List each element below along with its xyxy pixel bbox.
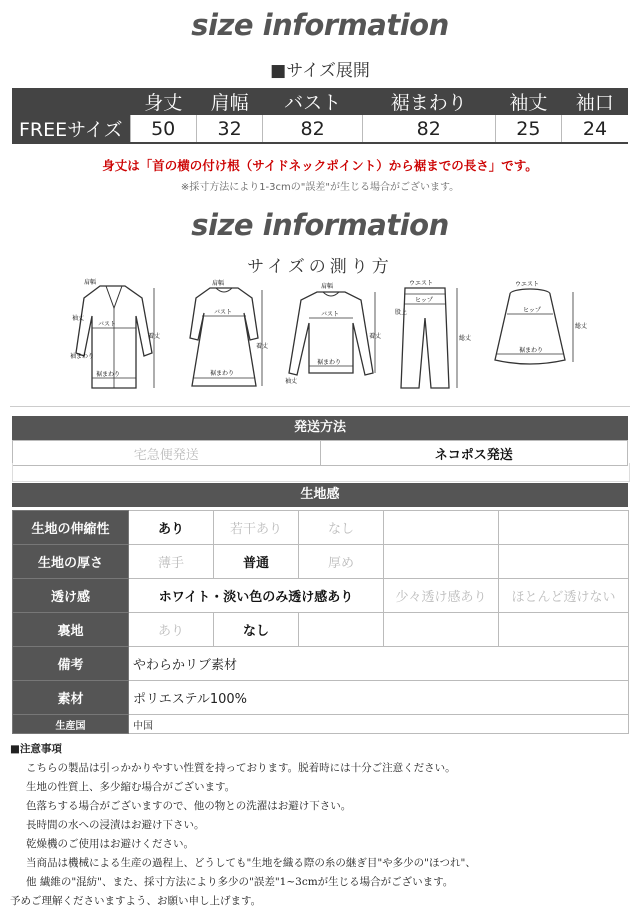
pants-label: ウエスト	[409, 280, 434, 287]
size-value: 82	[263, 115, 363, 143]
length-note: 身丈は「首の横の付け根（サイドネックポイント）から裾までの長さ」です。	[102, 158, 538, 173]
divider	[10, 406, 630, 407]
fabric-cell	[499, 545, 629, 579]
caution-line: 色落ちする場合がございますので、他の物との洗濯はお避け下さい。	[26, 800, 352, 812]
size-value: 32	[196, 115, 262, 143]
dress-label: バスト	[214, 309, 233, 316]
fabric-row-label: 生地の伸縮性	[13, 511, 129, 545]
shipping-heading: 発送方法	[12, 416, 628, 440]
coat-label: 袖丈	[72, 315, 85, 322]
pants-label: 総丈	[459, 335, 472, 342]
size-header: 裾まわり	[362, 88, 495, 115]
dress-label: 肩幅	[212, 280, 225, 287]
top-label: 着丈	[369, 333, 382, 340]
skirt-label: 裾まわり	[519, 347, 544, 354]
fabric-cell: 普通	[214, 545, 299, 579]
coat-label: 着丈	[148, 333, 161, 340]
size-table-corner	[12, 88, 130, 115]
skirt-label: ヒップ	[523, 307, 541, 314]
size-row-label: FREEサイズ	[12, 115, 130, 143]
size-info-title-2: size information	[191, 208, 449, 242]
measurement-diagrams	[70, 278, 590, 398]
shipping-option: 宅急便発送	[13, 441, 321, 466]
size-info-title: size information	[191, 8, 449, 42]
shipping-spacer	[12, 463, 630, 482]
shipping-option-selected: ネコポス発送	[320, 441, 628, 466]
top-label: 肩幅	[321, 283, 334, 290]
skirt-diagram	[485, 278, 588, 378]
fabric-cell: 厚め	[299, 545, 384, 579]
fabric-cell: 少々透け感あり	[384, 579, 499, 613]
fabric-cell	[499, 613, 629, 647]
fabric-row-label: 裏地	[13, 613, 129, 647]
fabric-cell	[384, 511, 499, 545]
caution-line: 長時間の水への浸漬はお避け下さい。	[26, 819, 205, 831]
pants-diagram	[395, 278, 470, 393]
fabric-cell: 若干あり	[214, 511, 299, 545]
remarks-label: 備考	[13, 647, 129, 681]
size-header: 袖丈	[495, 88, 561, 115]
caution-line: 他 繊維の"混紡"、また、採寸方法により多少の"誤差"1~3cmが生じる場合がございます。	[26, 876, 454, 888]
fabric-heading: 生地感	[12, 483, 628, 507]
caution-line: 生地の性質上、多少縮む場合がございます。	[26, 781, 236, 793]
coat-label: 袖まわり	[70, 353, 95, 360]
caution-line: 予めご理解くださいますよう、お願い申し上げます。	[10, 895, 262, 907]
caution-line: 乾燥機のご使用はお避けください。	[26, 838, 194, 850]
pants-label: ヒップ	[415, 297, 433, 304]
fabric-row-label: 透け感	[13, 579, 129, 613]
size-header: バスト	[263, 88, 363, 115]
caution-line: 当商品は機械による生産の過程上、どうしても"生地を織る際の糸の継ぎ目"や多少の"ほつれ"、	[26, 857, 476, 869]
size-header: 身丈	[130, 88, 196, 115]
material-label: 素材	[13, 681, 129, 715]
coat-label: 肩幅	[84, 279, 97, 286]
material-value: ポリエステル100%	[129, 681, 629, 715]
skirt-label: 総丈	[575, 323, 588, 330]
size-header: 肩幅	[196, 88, 262, 115]
coat-label: バスト	[98, 321, 117, 328]
measurement-error-note: ※採寸方法により1-3cmの"誤差"が生じる場合がございます。	[180, 182, 460, 193]
size-value: 25	[495, 115, 561, 143]
fabric-cell: あり	[129, 613, 214, 647]
fabric-table	[12, 510, 629, 734]
top-diagram	[285, 278, 380, 393]
skirt-label: ウエスト	[515, 281, 540, 288]
origin-value: 中国	[129, 715, 629, 734]
size-value: 24	[562, 115, 628, 143]
top-label: 袖丈	[285, 378, 298, 385]
coat-diagram	[70, 278, 160, 393]
fabric-row-label: 生地の厚さ	[13, 545, 129, 579]
coat-label: 裾まわり	[96, 371, 121, 378]
top-label: 裾まわり	[317, 359, 342, 366]
fabric-cell: ホワイト・淡い色のみ透け感あり	[129, 579, 384, 613]
caution-section	[10, 741, 630, 912]
fabric-cell: なし	[299, 511, 384, 545]
top-label: バスト	[321, 311, 340, 318]
fabric-cell	[384, 613, 499, 647]
origin-label: 生産国	[13, 715, 129, 734]
caution-heading: ■注意事項	[10, 743, 62, 755]
size-value: 82	[362, 115, 495, 143]
dress-diagram	[180, 278, 270, 393]
size-range-heading: ■サイズ展開	[270, 61, 370, 81]
fabric-cell: なし	[214, 613, 299, 647]
fabric-cell: ほとんど透けない	[499, 579, 629, 613]
fabric-cell	[384, 545, 499, 579]
how-to-measure-heading: サイズの測り方	[247, 257, 393, 277]
fabric-cell	[299, 613, 384, 647]
size-value: 50	[130, 115, 196, 143]
size-header: 袖口	[562, 88, 628, 115]
fabric-cell: 薄手	[129, 545, 214, 579]
caution-line: こちらの製品は引っかかりやすい性質を持っております。脱着時には十分ご注意ください。	[26, 762, 456, 774]
fabric-cell: あり	[129, 511, 214, 545]
fabric-cell	[499, 511, 629, 545]
dress-label: 裾まわり	[210, 370, 235, 377]
dress-label: 着丈	[256, 343, 269, 350]
pants-label: 股上	[395, 309, 408, 316]
size-table	[12, 88, 628, 144]
remarks-value: やわらかリブ素材	[129, 647, 629, 681]
